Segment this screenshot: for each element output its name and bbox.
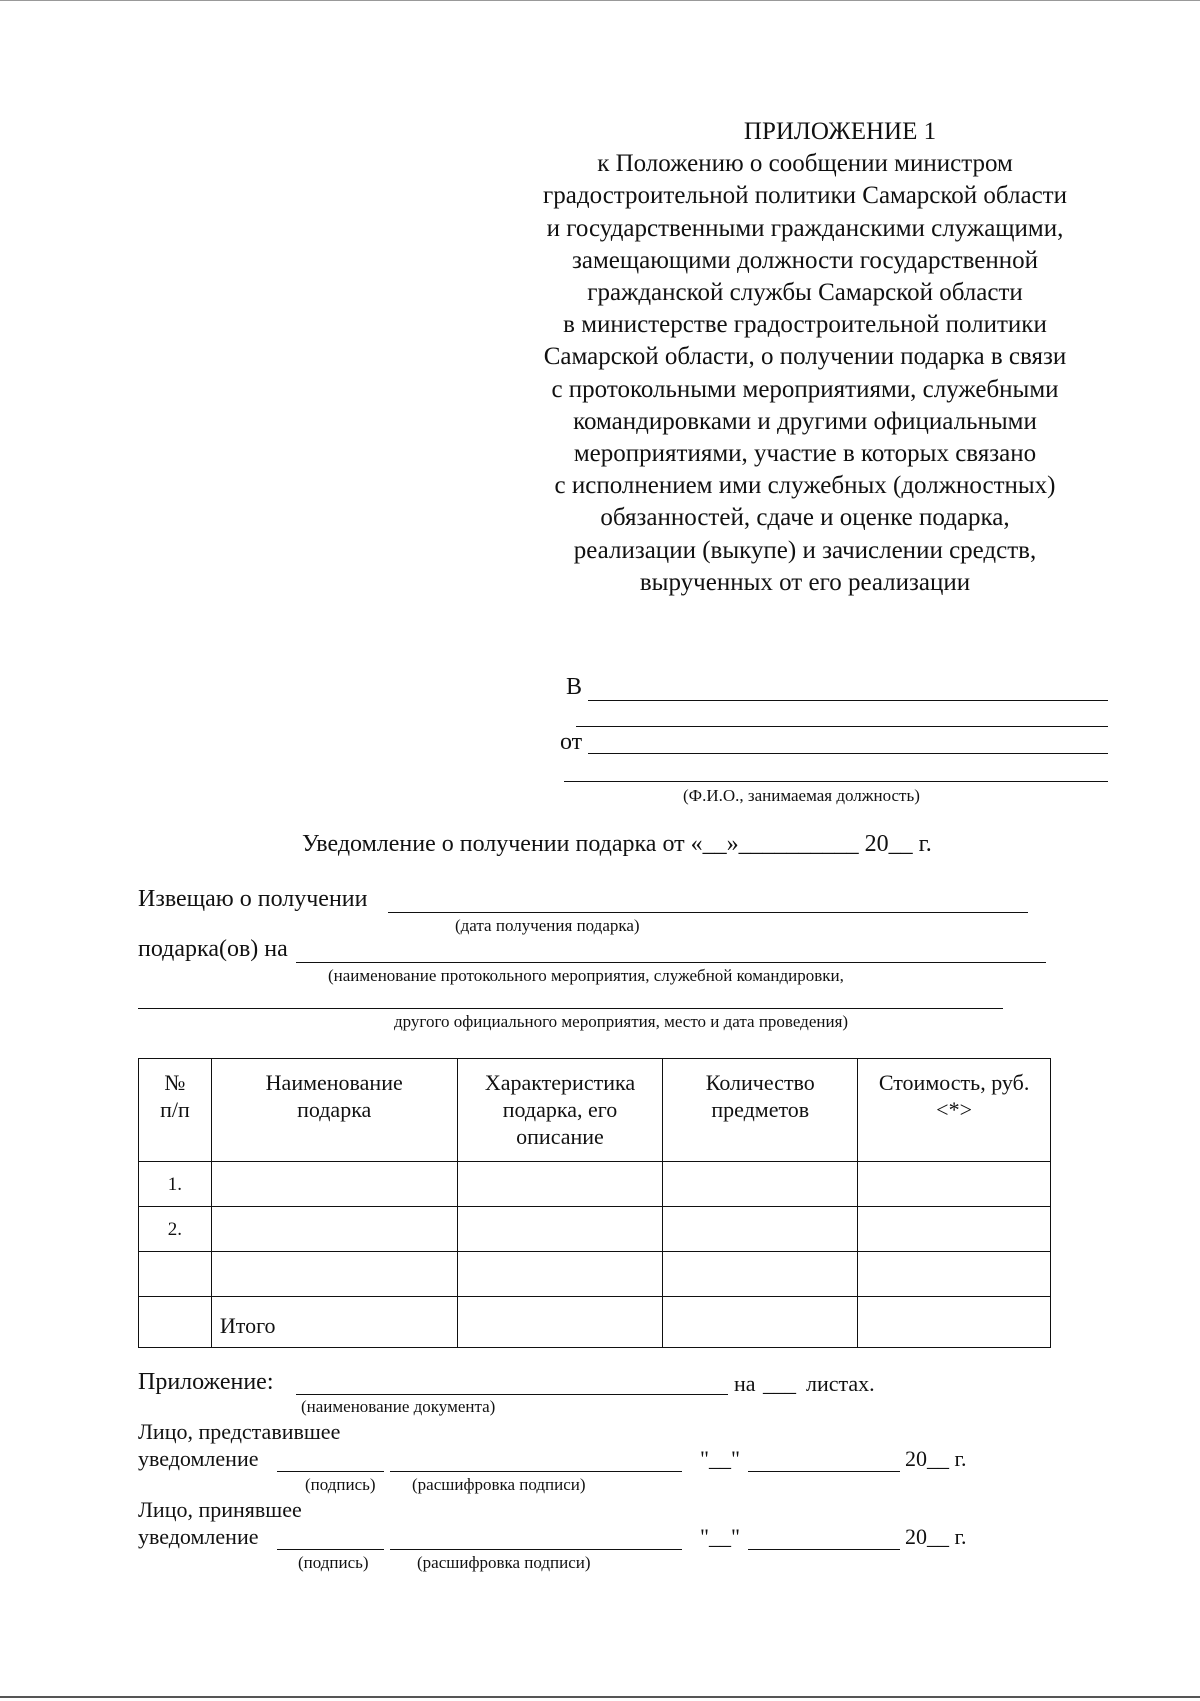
to-field[interactable]: [588, 700, 1108, 701]
document-caption: (наименование документа): [301, 1397, 496, 1416]
from-label: от: [560, 729, 583, 755]
appendix-header: [505, 116, 1105, 599]
fio-caption: (Ф.И.О., занимаемая должность): [683, 786, 920, 805]
signature-caption: (подпись): [298, 1553, 369, 1572]
receiver-signature-field[interactable]: [277, 1549, 384, 1550]
from-field-continued[interactable]: [564, 781, 1108, 782]
row-number: [139, 1252, 212, 1297]
event-field[interactable]: [296, 962, 1046, 963]
receipt-caption: (дата получения подарка): [455, 916, 640, 935]
event-caption-2: другого официального мероприятия, место и дата проведения): [394, 1012, 849, 1031]
to-label: В: [566, 674, 583, 700]
header-line: градостроительной политики Самарской области: [543, 182, 1067, 210]
row-number: 2.: [139, 1207, 212, 1252]
header-line: Самарской области, о получении подарка в связи: [543, 343, 1067, 371]
cell-quantity[interactable]: [663, 1162, 858, 1207]
notice-title-suffix: г.: [912, 831, 932, 857]
header-gift-name: Наименование подарка: [211, 1059, 457, 1162]
appendix-title: ПРИЛОЖЕНИЕ 1: [743, 118, 937, 145]
decode-caption: (расшифровка подписи): [412, 1475, 586, 1494]
to-field-continued[interactable]: [576, 726, 1108, 727]
submitter-label-line1: Лицо, представившее: [138, 1419, 341, 1444]
receipt-label: Извещаю о получении: [138, 886, 368, 912]
notice-title-prefix: Уведомление о получении подарка от «: [302, 831, 703, 857]
header-line: и государственными гражданскими служащими,: [546, 214, 1064, 242]
submitter-date-month-field[interactable]: [748, 1471, 900, 1472]
cell-quantity[interactable]: [663, 1252, 858, 1297]
table-total-row: [139, 1297, 1051, 1348]
cell-description[interactable]: [457, 1252, 663, 1297]
attachment-label: Приложение:: [138, 1369, 274, 1395]
notice-title: [302, 831, 932, 858]
table-header-row: [139, 1059, 1051, 1162]
cell-cost[interactable]: [858, 1207, 1051, 1252]
receiver-date-month-field[interactable]: [748, 1549, 900, 1550]
header-line: командировками и другими официальными: [573, 407, 1037, 435]
cell-gift-name[interactable]: [211, 1252, 457, 1297]
row-number: 1.: [139, 1162, 212, 1207]
header-quantity: Количество предметов: [663, 1059, 858, 1162]
table-row: [139, 1162, 1051, 1207]
submitter-date-day[interactable]: "__": [700, 1446, 740, 1471]
cell-description[interactable]: [457, 1207, 663, 1252]
submitter-signature-field[interactable]: [277, 1471, 384, 1472]
total-quantity[interactable]: [663, 1297, 858, 1348]
header-description: Характеристика подарка, его описание: [457, 1059, 663, 1162]
receipt-date-field[interactable]: [388, 912, 1028, 913]
header-line: реализации (выкупе) и зачислении средств,: [573, 536, 1037, 564]
submitter-year-blank[interactable]: __: [927, 1446, 949, 1471]
signature-caption: (подпись): [305, 1475, 376, 1494]
notice-title-mid: »__________ 20: [726, 831, 889, 857]
header-line: мероприятиями, участие в которых связано: [573, 440, 1037, 468]
receiver-label-line1: Лицо, принявшее: [138, 1497, 302, 1522]
receiver-year: 20__ г.: [905, 1524, 967, 1549]
header-line: обязанностей, сдаче и оценке подарка,: [600, 504, 1010, 532]
cell-cost[interactable]: [858, 1162, 1051, 1207]
notice-day-blank[interactable]: __: [702, 831, 727, 857]
scan-bottom-edge: [0, 1696, 1200, 1698]
receiver-year-blank[interactable]: __: [927, 1524, 949, 1549]
sheets-count-blank[interactable]: ___: [763, 1371, 796, 1396]
receiver-decode-field[interactable]: [390, 1549, 682, 1550]
cell-description[interactable]: [457, 1162, 663, 1207]
table-row: [139, 1252, 1051, 1297]
total-description[interactable]: [457, 1297, 663, 1348]
submitter-label-line2: уведомление: [138, 1446, 259, 1471]
header-line: с исполнением ими служебных (должностных): [554, 472, 1056, 500]
cell-cost[interactable]: [858, 1252, 1051, 1297]
header-cost: Стоимость, руб. <*>: [858, 1059, 1051, 1162]
cell-gift-name[interactable]: [211, 1162, 457, 1207]
total-number-cell: [139, 1297, 212, 1348]
event-caption-1: (наименование протокольного мероприятия, служебной командировки,: [328, 966, 844, 985]
sheets-label: листах.: [806, 1371, 875, 1396]
header-number: № п/п: [139, 1059, 212, 1162]
notice-year-blank[interactable]: __: [888, 831, 913, 857]
from-field[interactable]: [588, 753, 1108, 754]
gift-on-label: подарка(ов) на: [138, 936, 288, 962]
receiver-label-line2: уведомление: [138, 1524, 259, 1549]
submitter-year: 20__ г.: [905, 1446, 967, 1471]
cell-quantity[interactable]: [663, 1207, 858, 1252]
gift-table: [138, 1058, 1051, 1348]
header-line: вырученных от его реализации: [639, 568, 971, 596]
header-line: с протокольными мероприятиями, служебными: [551, 375, 1059, 403]
event-field-continued[interactable]: [138, 1008, 1003, 1009]
decode-caption: (расшифровка подписи): [417, 1553, 591, 1572]
attachment-document-field[interactable]: [296, 1394, 728, 1395]
cell-gift-name[interactable]: [211, 1207, 457, 1252]
receiver-date-day[interactable]: "__": [700, 1524, 740, 1549]
table-row: [139, 1207, 1051, 1252]
total-label: Итого: [211, 1297, 457, 1348]
header-line: замещающими должности государственной: [572, 246, 1038, 274]
total-cost[interactable]: [858, 1297, 1051, 1348]
header-line: в министерстве градостроительной политики: [563, 311, 1047, 339]
submitter-decode-field[interactable]: [390, 1471, 682, 1472]
scan-top-edge: [0, 0, 1200, 1]
on-label: на: [734, 1371, 756, 1396]
header-line: к Положению о сообщении министром: [597, 150, 1013, 178]
header-line: гражданской службы Самарской области: [587, 279, 1023, 307]
